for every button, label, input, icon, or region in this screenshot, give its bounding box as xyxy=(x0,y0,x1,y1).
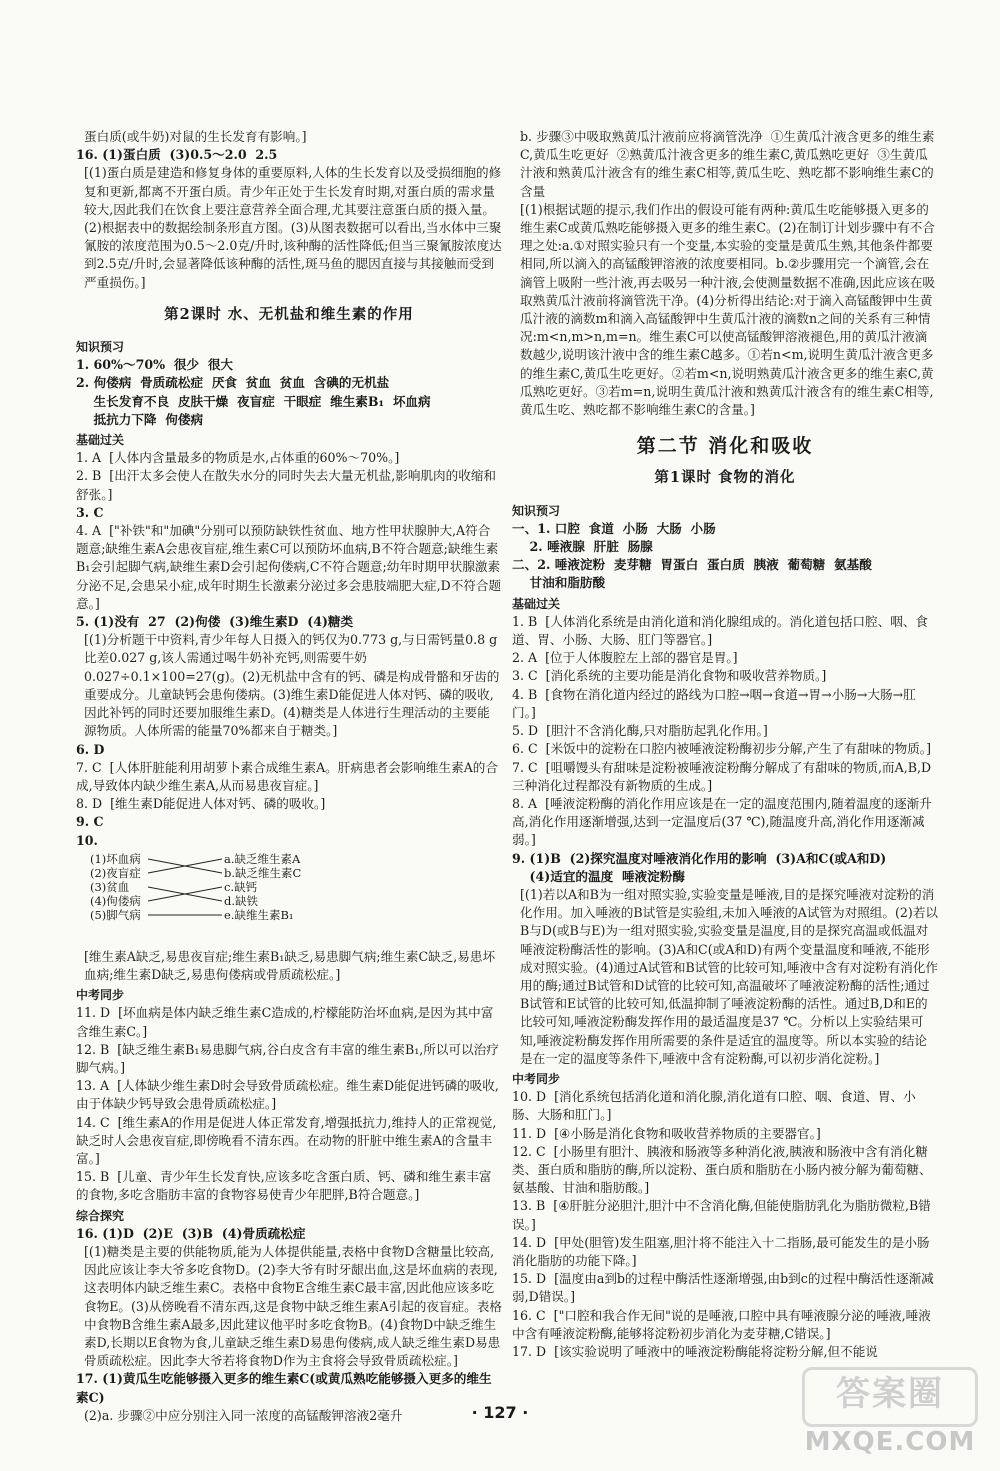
answer-4: 4. A ["补铁"和"加碘"分别可以预防缺铁性贫血、地方性甲状腺肿大,A符合题意;缺维生素A会患夜盲症,维生素C可以预防坏血病,B不符合题意;缺维生素B₁会引起脚气病,缺维生素D会引起佝偻病,C不符合题意;幼年时期甲状腺激素分泌不足,会患呆小症,成年时期生长激素分泌过多会患肢端肥大症,D不符合题意。] xyxy=(76,523,502,611)
answer-17-continued: b. 步骤③中吸取熟黄瓜汁液前应将滴管洗净 ①生黄瓜汁液含更多的维生素C,黄瓜生吃更好 ②熟黄瓜汁液含更多的维生素C,黄瓜熟吃更好 ③生黄瓜汁液和熟黄瓜汁液含有的维生素C相等,黄瓜生吃、熟吃都不影响维生素C的含量 xyxy=(520,129,935,199)
answer-2: 2. B [出汗太多会使人在散失水分的同时失去大量无机盐,影响肌肉的收缩和舒张。] xyxy=(76,468,497,502)
answer-6: 6. C [米饭中的淀粉在口腔内被唾液淀粉酶初步分解,产生了有甜味的物质。] xyxy=(512,741,932,757)
match-right-item: a.缺乏维生素A xyxy=(224,851,301,866)
answer-9-part2: (4)适宜的温度 唾液淀粉酶 xyxy=(512,868,685,884)
answer-10: 10. D [消化系统包括消化道和消化腺,消化道有口腔、咽、食道、胃、小肠、大肠和肛门。] xyxy=(512,1089,916,1123)
answer-16: 16. C ["口腔和我合作无间"说的是唾液,口腔中具有唾液腺分泌的唾液,唾液中含有唾液淀粉酶,能够将淀粉初步消化为麦芽糖,C错误。] xyxy=(512,1307,931,1341)
answer-3: 3. C [消化系统的主要功能是消化食物和吸收营养物质。] xyxy=(512,668,827,684)
match-right-item: d.缺铁 xyxy=(224,893,259,908)
knowledge-item: 生长发育不良 皮肤干燥 夜盲症 干眼症 维生素B₁ 坏血病 xyxy=(76,393,431,409)
answer-10: 10. xyxy=(76,832,98,848)
answer-17-part2: (2)a. 步骤②中应分别注入同一浓度的高锰酸钾溶液2毫升 xyxy=(84,1407,403,1423)
answer-11: 11. D [④小肠是消化食物和吸收营养物质的主要器官。] xyxy=(512,1125,821,1141)
knowledge-item: 1. 60%～70% 很少 很大 xyxy=(76,357,234,373)
answer-7: 7. C [咀嚼馒头有甜味是淀粉被唾液淀粉酶分解成了有甜味的物质,而A,B,D三种消化过程都没有新物质的生成。] xyxy=(512,759,932,793)
answer-14: 14. C [维生素A的作用是促进人体正常发育,增强抵抗力,维持人的正常视觉,缺乏时人会患夜盲症,即傍晚看不清东西。在动物的肝脏中维生素A的含量丰富。] xyxy=(76,1114,497,1166)
answer-14: 14. D [甲处(胆管)发生阻塞,胆汁将不能注入十二指肠,最可能发生的是小肠消化脂肪的功能下降。] xyxy=(512,1234,930,1268)
answer-16b: 16. (1)D (2)E (3)B (4)骨质疏松症 xyxy=(76,1225,306,1241)
answer-7: 7. C [人体肝脏能利用胡萝卜素合成维生素A。肝病患者会影响维生素A的合成,导致体内缺少维生素A,从而易患夜盲症。] xyxy=(76,759,498,793)
answer-3: 3. C xyxy=(76,504,104,520)
section-heading: 综合探究 xyxy=(76,1208,125,1223)
answer-12: 12. C [小肠里有胆汁、胰液和肠液等多种消化液,胰液和肠液中含有消化糖类、蛋白质和脂肪的酶,所以淀粉、蛋白质和脂肪在小肠内被分解为葡萄糖、氨基酸、甘油和脂肪酸。] xyxy=(512,1143,932,1196)
knowledge-item: 2. 唾液腺 肝脏 肠腺 xyxy=(512,539,653,555)
matching-lines xyxy=(146,852,224,924)
right-column xyxy=(512,128,938,1361)
section-heading: 基础过关 xyxy=(512,596,561,611)
section-heading: 中考同步 xyxy=(76,988,125,1003)
answer-17: 17. D [该实验说明了唾液中的唾液淀粉酶能将淀粉分解,但不能说 xyxy=(512,1344,878,1359)
section-heading: 知识预习 xyxy=(76,340,125,355)
watermark-logo: 答案圈 xyxy=(802,1367,978,1427)
answer-9: 9. C xyxy=(76,814,104,830)
section-heading: 基础过关 xyxy=(76,433,125,448)
answer-6: 6. D xyxy=(76,741,105,757)
match-right-item: c.缺钙 xyxy=(224,879,258,894)
page-number: · 127 · xyxy=(471,1403,529,1422)
knowledge-item: 一、1. 口腔 食道 小肠 大肠 小肠 xyxy=(512,520,716,536)
match-left-item: (4)佝偻病 xyxy=(90,893,141,908)
answer-15: 15. B [儿童、青少年生长发育快,应该多吃含蛋白质、钙、磷和维生素丰富的食物,多吃含脂肪丰富的食物容易使青少年肥胖,B符合题意。] xyxy=(76,1169,492,1203)
answer-8: 8. A [唾液淀粉酶的消化作用应该是在一定的温度范围内,随着温度的逐渐升高,消化作用逐渐增强,达到一定温度后(37 ℃),随温度升高,消化作用逐渐减弱。] xyxy=(512,795,932,848)
knowledge-item: 二、2. 唾液淀粉 麦芽糖 胃蛋白 蛋白质 胰液 葡萄糖 氨基酸 xyxy=(512,557,872,573)
answer-13: 13. A [人体缺少维生素D时会导致骨质疏松症。维生素D能促进钙磷的吸收,由于体缺少钙导致会患骨质疏松症。] xyxy=(76,1078,499,1112)
knowledge-item: 抵抗力下降 佝偻病 xyxy=(76,411,204,427)
match-left-item: (1)坏血病 xyxy=(90,851,141,866)
answer-17: 17. (1)黄瓜生吃能够摄入更多的维生素C(或黄瓜熟吃能够摄入更多的维生素C) xyxy=(76,1371,492,1405)
answer-2: 2. A [位于人体腹腔左上部的器官是胃。] xyxy=(512,650,738,666)
match-left-item: (5)脚气病 xyxy=(90,907,141,922)
watermark xyxy=(802,1367,978,1457)
answer-11: 11. D [坏血病是体内缺乏维生素C造成的,柠檬能防治坏血病,是因为其中富含维生素C。] xyxy=(76,1005,494,1039)
answer-9-explanation: [(1)若以A和B为一组对照实验,实验变量是唾液,目的是探究唾液对淀粉的消化作用。加入唾液的B试管是实验组,未加入唾液的A试管为对照组。(2)若以B与D(或B与E)为一组对照实验,实验变量是温度,目的是探究高温或低温对唾液淀粉酶活性的影响。(3)A和C(或A和D)有两个变量温度和唾液,不能形成对照实验。(4)通过A试管和B试管的比较可知,唾液中含有对淀粉有消化作用的酶;通过B试管和D试管的比较可知,高温破坏了唾液淀粉酶的活性;通过B试管和E试管的比较可知,低温抑制了唾液淀粉酶的活性。通过B,D和E的比较可知,唾液淀粉酶发挥作用的最适温度是37 ℃。分析以上实验结果可知,唾液淀粉酶发挥作用所需要的条件是适宜的温度等。所以本实验的结论是在一定的温度等条件下,唾液中含有淀粉酶,可以初步消化淀粉。] xyxy=(520,886,939,1066)
answer-5: 5. (1)没有 27 (2)佝偻 (3)维生素D (4)糖类 xyxy=(76,614,354,630)
lesson-title: 第2课时 水、无机盐和维生素的作用 xyxy=(164,305,414,323)
answer-13: 13. B [④肝脏分泌胆汁,胆汁中不含消化酶,但能使脂肪乳化为脂肪微粒,B错误。] xyxy=(512,1198,931,1232)
answer-5: 5. D [胆汁不含消化酶,只对脂肪起乳化作用。] xyxy=(512,723,768,739)
answer-15: 15. D [温度由a到b的过程中酶活性逐渐增强,由b到c的过程中酶活性逐渐减弱,D错误。] xyxy=(512,1271,934,1305)
watermark-url: MXQE.COM xyxy=(804,1427,976,1457)
section-heading: 知识预习 xyxy=(512,503,561,518)
answer-12: 12. B [缺乏维生素B₁易患脚气病,谷白皮含有丰富的维生素B₁,所以可以治疗脚气病。] xyxy=(76,1041,499,1075)
knowledge-item: 2. 佝偻病 骨质疏松症 厌食 贫血 贫血 含碘的无机盐 xyxy=(76,375,390,391)
answer-17-explanation: [(1)根据试题的提示,我们作出的假设可能有两种:黄瓜生吃能够摄入更多的维生素C或黄瓜熟吃能够摄入更多的维生素C。(2)在制订计划步骤中有不合理之处:a.①对照实验只有一个变量,本实验的变量是黄瓜生熟,其他条件都要相同,所以滴入的高锰酸钾溶液的浓度要相同。b.②步骤用完一个滴管,会在滴管上吸附一些汁液,再去吸另一种汁液,会使测量数据不准确,因此应该在吸取熟黄瓜汁液前将滴管洗干净。(4)分析得出结论:对于滴入高锰酸钾中生黄瓜汁液的滴数m和滴入高锰酸钾中生黄瓜汁液的滴数n之间的关系有三种情况:m<n,m>n,m=n。维生素C可以使高锰酸钾溶液褪色,用的黄瓜汁液滴数越少,说明该汁液中含的维生素C越多。①若n<m,说明生黄瓜汁液含更多的维生素C,黄瓜生吃更好。②若m<n,说明熟黄瓜汁液含更多的维生素C,黄瓜熟吃更好。③若m=n,说明生黄瓜汁液和熟黄瓜汁液含有的维生素C相等,黄瓜生吃、熟吃都不影响维生素C的含量。] xyxy=(520,201,936,418)
match-right-item: e.缺维生素B₁ xyxy=(224,907,294,922)
answer-16b-explanation: [(1)糖类是主要的供能物质,能为人体提供能量,表格中食物D含糖量比较高,因此应该让李大爷多吃食物D。(2)李大爷有时牙龈出血,这是坏血病的表现,这表明体内缺乏维生素C。表格中食物E含维生素C最丰富,因此他应该多吃食物E。(3)从傍晚看不清东西,这是食物中缺乏维生素A引起的夜盲症。表格中食物B含维生素A最多,因此建议他平时多吃食物B。(4)食物D中缺乏维生素D,长期以E食物为食,儿童缺乏维生素D易患佝偻病,成人缺乏维生素D易患骨质疏松症。因此李大爷若将食物D作为主食将会导致骨质疏松症。] xyxy=(84,1243,502,1369)
section-heading: 中考同步 xyxy=(512,1071,561,1086)
left-column xyxy=(76,128,502,1425)
answer-4: 4. B [食物在消化道内经过的路线为口腔→咽→食道→胃→小肠→大肠→肛门。] xyxy=(512,686,916,720)
answer-8: 8. D [维生素D能促进人体对钙、磷的吸收。] xyxy=(76,796,326,812)
match-left-item: (2)夜盲症 xyxy=(90,865,141,880)
answer-16: 16. (1)蛋白质 (3)0.5～2.0 2.5 xyxy=(76,147,278,163)
answer-1: 1. B [人体消化系统是由消化道和消化腺组成的。消化道包括口腔、咽、食道、胃、小肠、大肠、肛门等器官。] xyxy=(512,613,929,648)
chapter-title: 第二节 消化和吸收 xyxy=(636,435,814,458)
answer-10-explanation: [维生素A缺乏,易患夜盲症;维生素B₁缺乏,易患脚气病;维生素C缺乏,易患坏血病;维生素D缺乏,易患佝偻病或骨质疏松症。] xyxy=(84,948,496,982)
answer-9: 9. (1)B (2)探究温度对唾液消化作用的影响 (3)A和C(或A和D) xyxy=(512,850,887,866)
knowledge-item: 甘油和脂肪酸 xyxy=(512,575,606,591)
match-left-item: (3)贫血 xyxy=(90,879,130,894)
lesson-title: 第1课时 食物的消化 xyxy=(654,469,796,487)
match-right-item: b.缺乏维生素C xyxy=(224,865,302,880)
answer-text: 蛋白质(或牛奶)对鼠的生长发育有影响。] xyxy=(84,129,307,144)
matching-diagram xyxy=(84,852,502,944)
answer-16-explanation: [(1)蛋白质是建造和修复身体的重要原料,人体的生长发育以及受损细胞的修复和更新,都离不开蛋白质。青少年正处于生长发育时期,对蛋白质的需求量较大,因此我们在饮食上要注意营养全面合理,尤其要注意蛋白质的摄入量。(2)根据表中的数据绘制条形直方图。(3)从图表数据可以看出,当水体中三聚氰胺的浓度范围为0.5～2.0克/升时,该种酶的活性降低;但当三聚氰胺浓度达到2.5克/升时,会显著降低该种酶的活性,斑马鱼的腮因直接与其接触而受到严重损伤。] xyxy=(84,165,502,290)
answer-1: 1. A [人体内含量最多的物质是水,占体重的60%～70%。] xyxy=(76,450,400,466)
answer-5-explanation: [(1)分析题干中资料,青少年每人日摄入的钙仅为0.773 g,与日需钙量0.8 g比差0.027 g,该人需通过喝牛奶补充钙,则需要牛奶0.027÷0.1×100=27(g)。(2)无机盐中含有的钙、磷是构成骨骼和牙齿的重要成分。儿童缺钙会患佝偻病。(3)维生素D能促进人体对钙、磷的吸收,因此补钙的同时还要加服维生素D。(4)糖类是人体进行生理活动的主要能源物质。人体所需的能量70%都来自于糖类。] xyxy=(84,632,500,739)
